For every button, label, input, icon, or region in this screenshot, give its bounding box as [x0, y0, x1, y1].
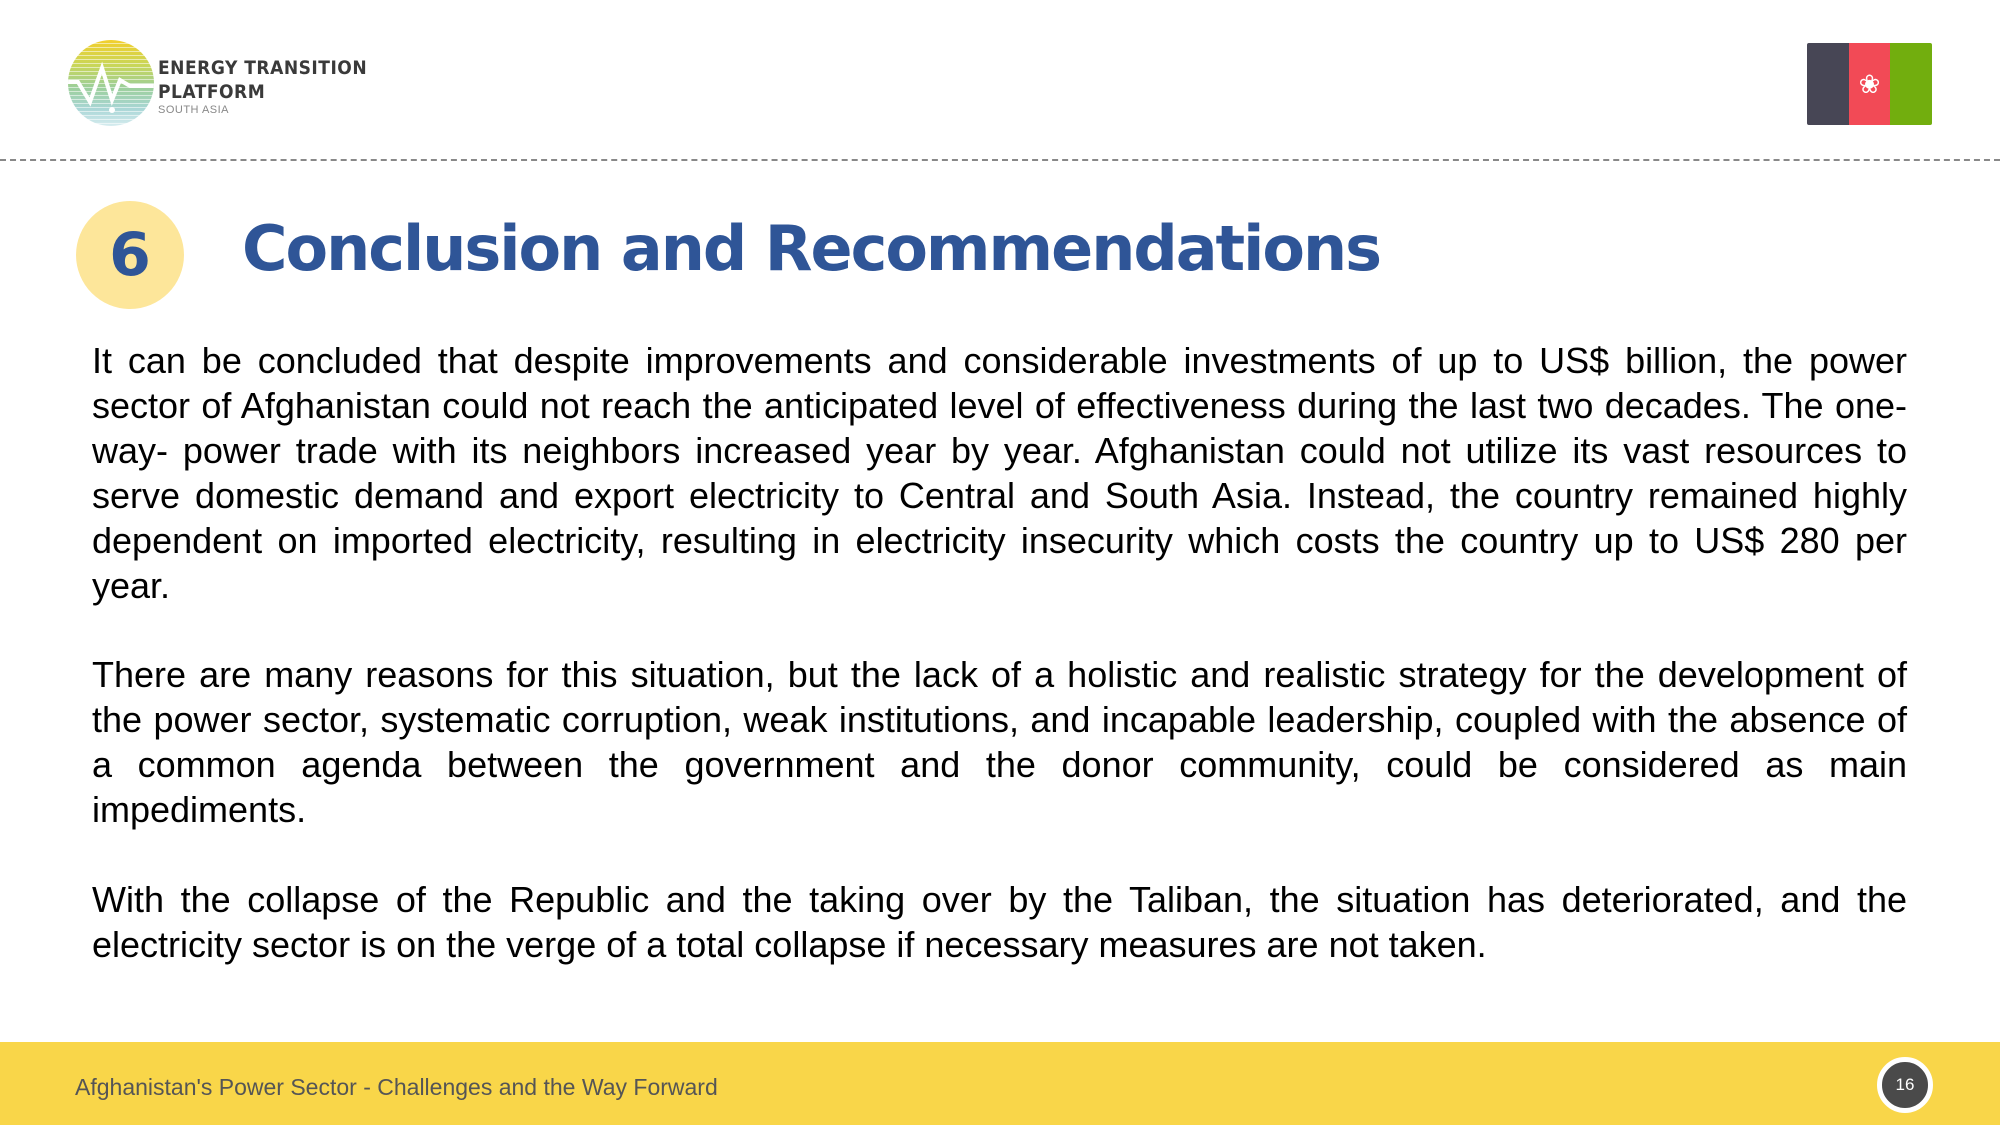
page-number: 16 — [1877, 1057, 1933, 1113]
section-number: 6 — [76, 201, 184, 309]
logo-text — [158, 56, 367, 104]
paragraph-3: With the collapse of the Republic and the taking over by the Taliban, the situation has deteriorated, and the electricity sector is on the verge of a total collapse if necessary measures are not taken. — [92, 879, 1907, 965]
footer-title: Afghanistan's Power Sector - Challenges and the Way Forward — [75, 1074, 718, 1100]
paragraph-1: It can be concluded that despite improvements and considerable investments of up to US$ billion, the power sector of Afghanistan could not reach the anticipated level of effectiveness during the last two decades. The one-way- power trade with its neighbors increased year by year. Afghanistan could not utilize its vast resources to serve domestic demand and export electricity to Central and South Asia. Instead, the country remained highly dependent on imported electricity, resulting in electricity insecurity which costs the country up to US$ 280 per year. — [92, 340, 1907, 606]
logo-subtitle: SOUTH ASIA — [158, 104, 230, 116]
afghanistan-flag — [1807, 43, 1932, 125]
page-title: Conclusion and Recommendations — [242, 212, 1381, 285]
flag-stripe-black — [1807, 43, 1849, 125]
flag-emblem-icon: ❀ — [1849, 43, 1891, 125]
logo-line2: PLATFORM — [158, 81, 266, 103]
header-divider — [0, 159, 2000, 161]
logo-icon — [68, 40, 154, 126]
logo-line1: ENERGY TRANSITION — [158, 57, 368, 79]
flag-stripe-green — [1890, 43, 1932, 125]
paragraph-2: There are many reasons for this situation, but the lack of a holistic and realistic strategy for the development of the power sector, systematic corruption, weak institutions, and incapable leadership, coupled with the absence of a common agenda between the government and the donor community, could be considered as main impediments. — [92, 654, 1907, 830]
